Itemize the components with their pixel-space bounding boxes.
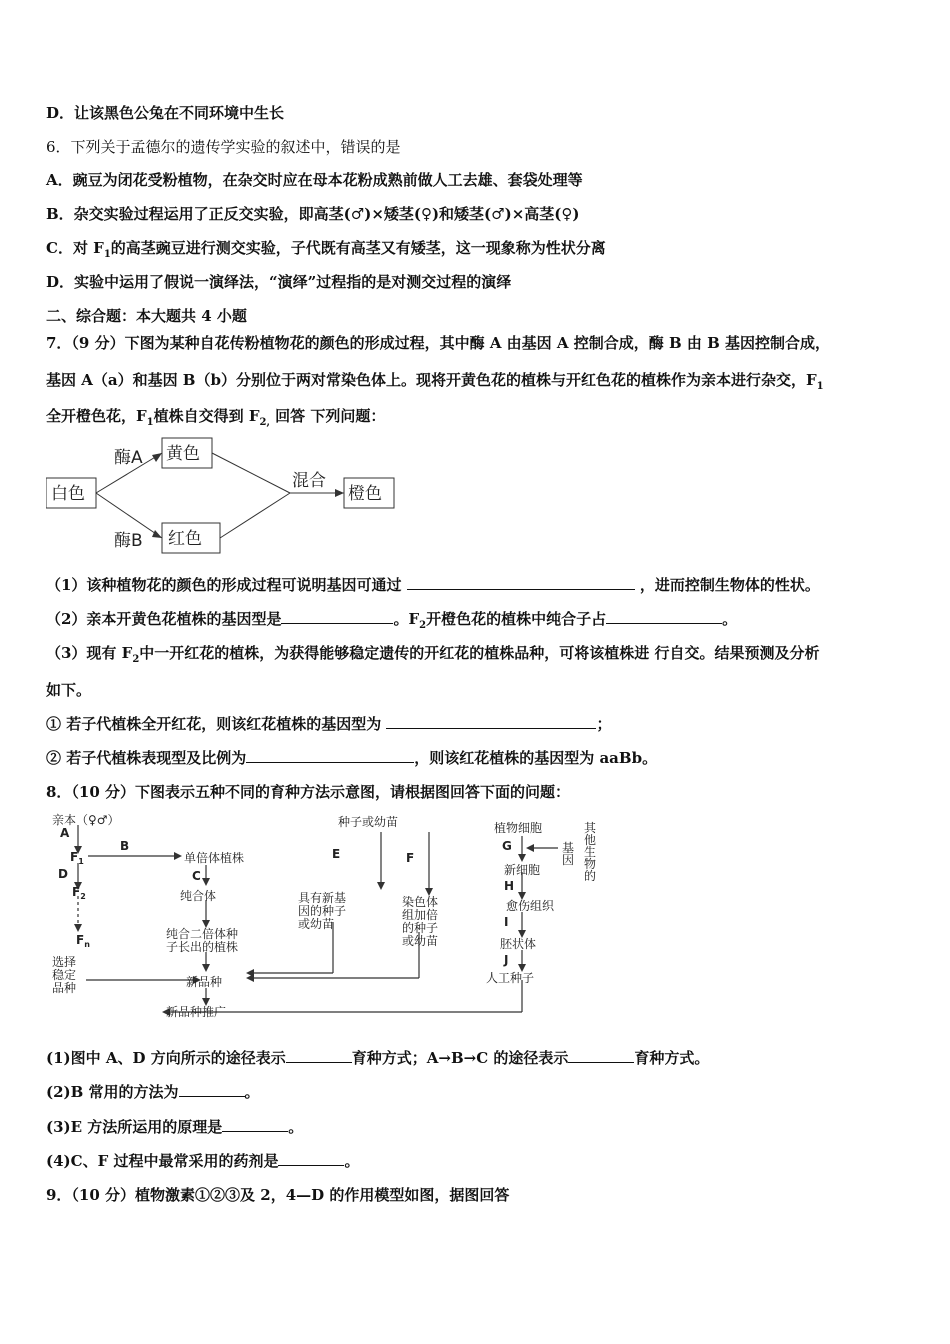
- promotion-label: 新品种推广: [166, 1005, 227, 1019]
- step-b: B: [120, 839, 130, 853]
- step-e: E: [332, 847, 341, 861]
- chrom-label-4: 或幼苗: [402, 934, 439, 948]
- step-j: J: [504, 953, 509, 967]
- q6-option-b: B．杂交实验过程运用了正反交实验，即高茎(♂)×矮茎(♀)和矮茎(♂)×高茎(♀): [46, 205, 580, 223]
- answer-blank[interactable]: [278, 1151, 344, 1166]
- pure-label: 纯合体: [180, 889, 217, 903]
- other-label-4: 物: [584, 857, 597, 871]
- diploid-label-2: 子长出的植株: [166, 940, 239, 954]
- q7-sub3-cont: 如下。: [46, 681, 92, 699]
- select-label-2: 稳定: [52, 968, 77, 982]
- chrom-label-1: 染色体: [402, 895, 439, 909]
- embryoid-label: 胚状体: [500, 937, 537, 951]
- step-f: F: [406, 851, 415, 865]
- label-red: 红色: [168, 529, 202, 549]
- gene-label-2: 因: [562, 853, 575, 867]
- answer-blank[interactable]: [222, 1117, 288, 1132]
- q8-sub1: (1)图中 A、D 方向所示的途径表示 育种方式；A→B→C 的途径表示 育种方式。: [46, 1049, 710, 1067]
- q7-sub2: （2）亲本开黄色花植株的基因型是 。$F_2$开橙色花的植株中纯合子占 。: [46, 610, 738, 631]
- artificial-seed-label: 人工种子: [486, 971, 535, 985]
- other-label-1: 其: [584, 821, 597, 835]
- new-variety-label: 新品种: [186, 975, 223, 989]
- diploid-label-1: 纯合二倍体种: [166, 927, 239, 941]
- other-label-2: 他: [584, 833, 597, 847]
- answer-blank[interactable]: [281, 609, 393, 624]
- section-heading: 二、综合题：本大题共 4 小题: [46, 307, 247, 325]
- seed-label: 种子或幼苗: [338, 815, 399, 829]
- other-label-3: 生: [584, 845, 597, 859]
- q6-option-c: C．对 $F_1$的高茎豌豆进行测交实验，子代既有高茎又有矮茎，这一现象称为性状分离: [46, 239, 606, 260]
- fn-label: $F_n$: [76, 933, 90, 949]
- answer-blank[interactable]: [606, 609, 722, 624]
- q6-option-d: D．实验中运用了假说一演绎法，“演绎”过程指的是对测交过程的演绎: [46, 273, 512, 291]
- f1-label: $F_1$: [70, 850, 84, 866]
- line-yellow-mix: [212, 453, 290, 493]
- step-g: G: [502, 839, 512, 853]
- new-gene-label-3: 或幼苗: [298, 917, 335, 931]
- chrom-label-2: 组加倍: [402, 908, 439, 922]
- q9-stem: 9．（10 分）植物激素①②③及 2，4—D 的作用模型如图，据图回答: [46, 1186, 510, 1204]
- new-gene-label-1: 具有新基: [298, 891, 347, 905]
- flower-color-diagram: [46, 436, 406, 561]
- step-h: H: [504, 879, 515, 893]
- select-label-3: 品种: [52, 981, 77, 995]
- label-yellow: 黄色: [166, 444, 200, 464]
- q6-stem: 6．下列关于孟德尔的遗传学实验的叙述中，错误的是: [46, 138, 401, 156]
- q7-case2: ② 若子代植株表现型及比例为 ，则该红花植株的基因型为 aaBb。: [46, 749, 658, 767]
- q8-sub3: (3)E 方法所运用的原理是 。: [46, 1118, 304, 1136]
- step-a: A: [60, 826, 70, 840]
- gene-label-1: 基: [562, 841, 575, 855]
- label-enzyme-a: 酶A: [114, 448, 143, 468]
- answer-blank[interactable]: [286, 1048, 352, 1063]
- answer-blank[interactable]: [568, 1048, 634, 1063]
- q8-sub4: (4)C、F 过程中最常采用的药剂是 。: [46, 1152, 360, 1170]
- plant-cell-label: 植物细胞: [494, 821, 543, 835]
- haploid-label: 单倍体植株: [184, 851, 245, 865]
- q5-option-d: D．让该黑色公兔在不同环境中生长: [46, 104, 285, 122]
- label-white: 白色: [51, 484, 85, 504]
- f2-label: $F_2$: [72, 885, 86, 901]
- label-orange: 橙色: [348, 484, 382, 504]
- step-c: C: [192, 869, 201, 883]
- parent-label: 亲本（♀♂）: [52, 813, 120, 827]
- answer-blank[interactable]: [246, 748, 414, 763]
- answer-blank[interactable]: [386, 714, 596, 729]
- q7-stem-line3: 全开橙色花，$F_1$植株自交得到 $F_{2,}$ 回答 下列问题：: [46, 407, 386, 428]
- other-label-5: 的: [584, 869, 597, 883]
- new-gene-label-2: 因的种子: [298, 904, 347, 918]
- answer-blank[interactable]: [179, 1082, 245, 1097]
- q7-stem-line1: 7．（9 分）下图为某种自花传粉植物花的颜色的形成过程，其中酶 A 由基因 A 控制合成，酶 B 由 B 基因控制合成，: [46, 334, 831, 352]
- q8-sub2: (2)B 常用的方法为 。: [46, 1083, 260, 1101]
- line-red-mix: [220, 493, 290, 538]
- step-i: I: [504, 915, 509, 929]
- select-label-1: 选择: [52, 955, 77, 969]
- breeding-diagram: [46, 810, 616, 1028]
- chrom-label-3: 的种子: [402, 921, 439, 935]
- q8-stem: 8．（10 分）下图表示五种不同的育种方法示意图，请根据图回答下面的问题：: [46, 783, 571, 801]
- answer-blank[interactable]: [407, 575, 635, 590]
- q7-stem-line2: 基因 A（a）和基因 B（b）分别位于两对常染色体上。现将开黄色花的植株与开红色花的植株作为亲本进行杂交，$F_1$: [46, 371, 824, 392]
- label-mix: 混合: [292, 471, 326, 491]
- callus-label: 愈伤组织: [506, 899, 555, 913]
- step-d: D: [58, 867, 68, 881]
- q7-sub3: （3）现有 $F_2$中一开红花的植株，为获得能够稳定遗传的开红花的植株品种，可将该植株进 行自交。结果预测及分析: [46, 644, 820, 665]
- q7-case1: ① 若子代植株全开红花，则该红花植株的基因型为 ；: [46, 715, 612, 733]
- new-cell-label: 新细胞: [504, 863, 541, 877]
- q6-option-a: A．豌豆为闭花受粉植物，在杂交时应在母本花粉成熟前做人工去雄、套袋处理等: [46, 171, 583, 189]
- q7-sub1: （1）该种植物花的颜色的形成过程可说明基因可通过 ，进而控制生物体的性状。: [46, 576, 820, 594]
- label-enzyme-b: 酶B: [114, 531, 143, 551]
